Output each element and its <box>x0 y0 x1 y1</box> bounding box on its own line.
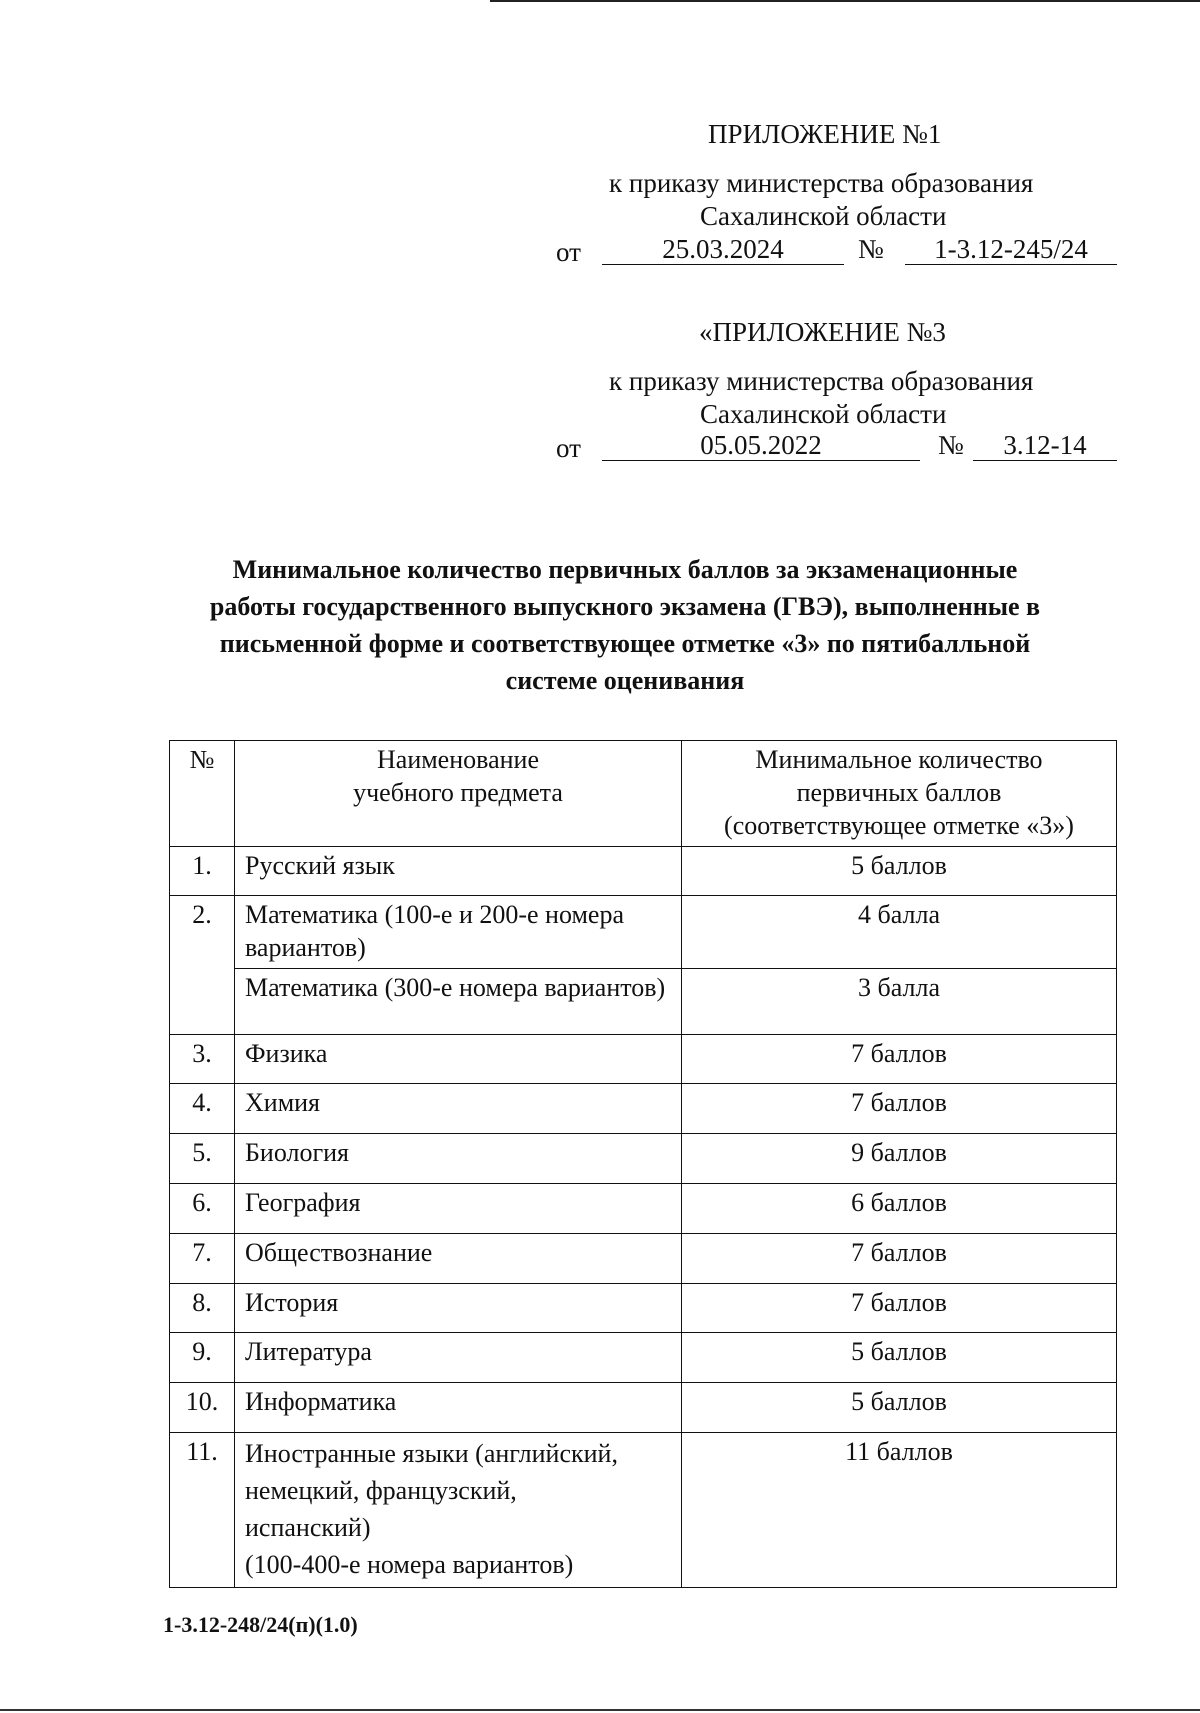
row-num: 7. <box>170 1234 235 1284</box>
table-row <box>170 896 1117 969</box>
document-id: 1-3.12-248/24(п)(1.0) <box>163 1612 358 1637</box>
from-label: от <box>556 237 581 267</box>
table-row <box>170 1184 1117 1234</box>
table-row <box>170 1084 1117 1134</box>
row-num: 10. <box>170 1383 235 1433</box>
row-subject: Обществознание <box>235 1234 682 1284</box>
row-subject: Математика (100-е и 200-е номера вариантов) <box>235 896 682 969</box>
row-subject: Литература <box>235 1333 682 1383</box>
row-num: 1. <box>170 847 235 896</box>
table-header-row <box>170 741 1117 847</box>
row-score: 7 баллов <box>682 1084 1117 1134</box>
table-row <box>170 847 1117 896</box>
appendix-3-heading: «ПРИЛОЖЕНИЕ №3 <box>699 317 946 347</box>
table-row <box>170 1383 1117 1433</box>
from-label: от <box>556 433 581 463</box>
appendix-3-ref-row <box>556 430 1120 463</box>
document-title <box>165 551 1085 699</box>
row-num: 9. <box>170 1333 235 1383</box>
row-subject: Физика <box>235 1035 682 1084</box>
row-num: 4. <box>170 1084 235 1134</box>
order-number: 3.12-14 <box>973 430 1117 461</box>
table-row <box>170 1134 1117 1184</box>
table-row <box>170 1333 1117 1383</box>
row-num: 8. <box>170 1284 235 1333</box>
bottom-border-line <box>0 1709 1200 1711</box>
top-border-line <box>490 0 1200 2</box>
row-score: 7 баллов <box>682 1284 1117 1333</box>
row-score: 9 баллов <box>682 1134 1117 1184</box>
title-line-4: системе оценивания <box>505 666 745 695</box>
appendix-1-line1: к приказу министерства образования <box>609 168 1034 198</box>
row-score: 5 баллов <box>682 1383 1117 1433</box>
row-score: 11 баллов <box>682 1433 1117 1588</box>
row-num: 3. <box>170 1035 235 1084</box>
header-subject: Наименование учебного предмета <box>235 741 682 847</box>
row-num: 2. <box>170 896 235 1035</box>
order-date: 05.05.2022 <box>602 430 920 461</box>
row-score: 3 балла <box>682 969 1117 1035</box>
row-subject: Математика (300-е номера вариантов) <box>235 969 682 1035</box>
row-score: 6 баллов <box>682 1184 1117 1234</box>
row-subject: Химия <box>235 1084 682 1134</box>
title-line-2: работы государственного выпускного экзамена (ГВЭ), выполненные в <box>209 592 1041 621</box>
table-row <box>170 1035 1117 1084</box>
number-label: № <box>938 430 964 460</box>
row-score: 5 баллов <box>682 847 1117 896</box>
table-row <box>170 1284 1117 1333</box>
table-row <box>170 1433 1117 1588</box>
row-score: 7 баллов <box>682 1035 1117 1084</box>
appendix-1-line2: Сахалинской области <box>700 201 947 231</box>
appendix-1-ref-row <box>556 234 1120 267</box>
row-score: 7 баллов <box>682 1234 1117 1284</box>
row-subject: История <box>235 1284 682 1333</box>
row-num: 5. <box>170 1134 235 1184</box>
table-row <box>170 969 1117 1035</box>
appendix-1-heading: ПРИЛОЖЕНИЕ №1 <box>708 119 942 149</box>
row-subject: Русский язык <box>235 847 682 896</box>
row-num: 11. <box>170 1433 235 1588</box>
scores-table <box>169 740 1117 1588</box>
row-score: 5 баллов <box>682 1333 1117 1383</box>
header-num: № <box>170 741 235 847</box>
order-date: 25.03.2024 <box>602 234 844 265</box>
title-line-1: Минимальное количество первичных баллов за экзаменационные <box>232 555 1018 584</box>
title-line-3: письменной форме и соответствующее отметке «3» по пятибалльной <box>219 629 1031 658</box>
row-subject: Информатика <box>235 1383 682 1433</box>
header-score: Минимальное количество первичных баллов (соответствующее отметке «3») <box>682 741 1117 847</box>
appendix-3-line2: Сахалинской области <box>700 399 947 429</box>
table-row <box>170 1234 1117 1284</box>
number-label: № <box>858 234 884 264</box>
row-score: 4 балла <box>682 896 1117 969</box>
row-subject: Биология <box>235 1134 682 1184</box>
row-num: 6. <box>170 1184 235 1234</box>
row-subject: География <box>235 1184 682 1234</box>
appendix-3-line1: к приказу министерства образования <box>609 366 1034 396</box>
row-subject: Иностранные языки (английский, немецкий, французский, испанский) (100-400-е номера вариантов) <box>235 1433 682 1588</box>
order-number: 1-3.12-245/24 <box>905 234 1117 265</box>
